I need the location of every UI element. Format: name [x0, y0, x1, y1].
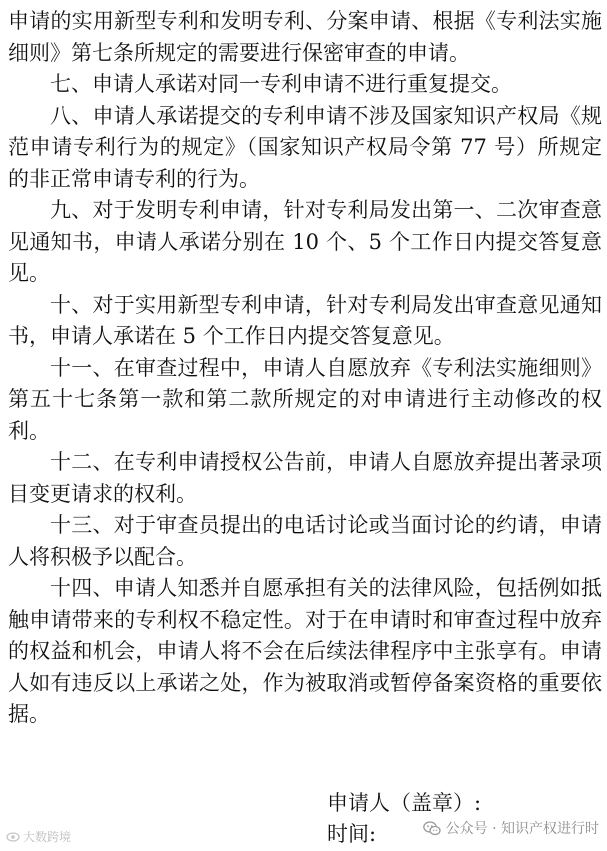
paragraph-thirteen: 十三、对于审查员提出的电话讨论或当面讨论的约请，申请人将积极予以配合。: [8, 513, 602, 569]
paragraph-continued: 申请的实用新型专利和发明专利、分案申请、根据《专利法实施细则》第七条所规定的需要进行保密审查的申请。: [8, 9, 602, 65]
source-watermark: [6, 828, 71, 845]
paragraph-eight: 八、申请人承诺提交的专利申请不涉及国家知识产权局《规范申请专利行为的规定》（国家知识产权局令第 77 号）所规定的非正常申请专利的行为。: [8, 103, 602, 191]
paragraph-seven: 七、申请人承诺对同一专利申请不进行重复提交。: [50, 72, 512, 96]
commitment-text: [8, 6, 602, 731]
time-label: 时间:: [327, 822, 377, 846]
source-watermark-text: 大数跨境: [23, 830, 72, 844]
paragraph-ten: 十、对于实用新型专利申请，针对专利局发出审查意见通知书，申请人承诺在 5 个工作日内提交答复意见。: [8, 292, 602, 348]
account-watermark: [423, 818, 599, 838]
eye-icon: [6, 831, 20, 843]
paragraph-fourteen: 十四、申请人知悉并自愿承担有关的法律风险，包括例如抵触申请带来的专利权不稳定性。对于在申请时和审查过程中放弃的权益和机会，申请人将不会在后续法律程序中主张享有。申请人如有违反以上承诺之处，作为被取消或暂停备案资格的重要依据。: [8, 576, 602, 726]
paragraph-nine: 九、对于发明专利申请，针对专利局发出第一、二次审查意见通知书，申请人承诺分别在 10 个、5 个工作日内提交答复意见。: [8, 198, 602, 285]
account-watermark-text: 公众号 · 知识产权进行时: [445, 821, 599, 837]
wechat-icon: [423, 821, 441, 836]
paragraph-eleven: 十一、在审查过程中，申请人自愿放弃《专利法实施细则》第五十七条第一款和第二款所规定的对申请进行主动修改的权利。: [8, 355, 602, 443]
paragraph-twelve: 十二、在专利申请授权公告前，申请人自愿放弃提出著录项目变更请求的权利。: [8, 450, 602, 506]
applicant-seal-label: 申请人（盖章）:: [327, 791, 482, 815]
